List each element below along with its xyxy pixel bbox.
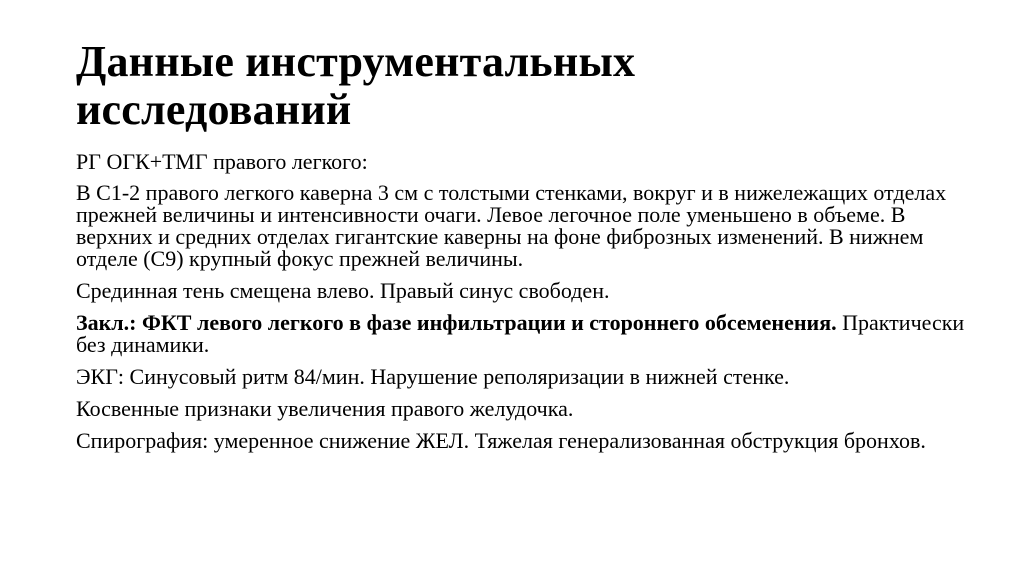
slide-title [76,38,976,134]
conclusion-bold: Закл.: ФКТ левого легкого в фазе инфильтрации и стороннего обсеменения. [76,310,837,335]
rg-heading: РГ ОГК+ТМГ правого легкого: [76,149,368,174]
spirography-text: Спирография: умеренное снижение ЖЕЛ. Тяжелая генерализованная обструкция бронхов. [76,428,926,453]
ecg-text: ЭКГ: Синусовый ритм 84/мин. Нарушение реполяризации в нижней стенке. [76,364,790,389]
mediastinum-text: Срединная тень смещена влево. Правый синус свободен. [76,278,610,303]
conclusion-rest: Практически без динамики. [76,310,965,357]
slide-title-line-1: Данные инструментальных [76,37,636,86]
slide-title-line-2: исследований [76,85,352,134]
rg-findings: В С1-2 правого легкого каверна 3 см с толстыми стенками, вокруг и в нижележащих отделах прежней величины и интенсивности очаги. Левое легочное поле уменьшено в объеме. В верхних и средних отделах гигантские каверны на фоне фиброзных изменений. В нижнем отделе (С9) крупный фокус прежней величины. [76,180,947,271]
slide-body [76,151,976,462]
right-ventricle-text: Косвенные признаки увеличения правого желудочка. [76,396,574,421]
conclusion [76,312,976,356]
